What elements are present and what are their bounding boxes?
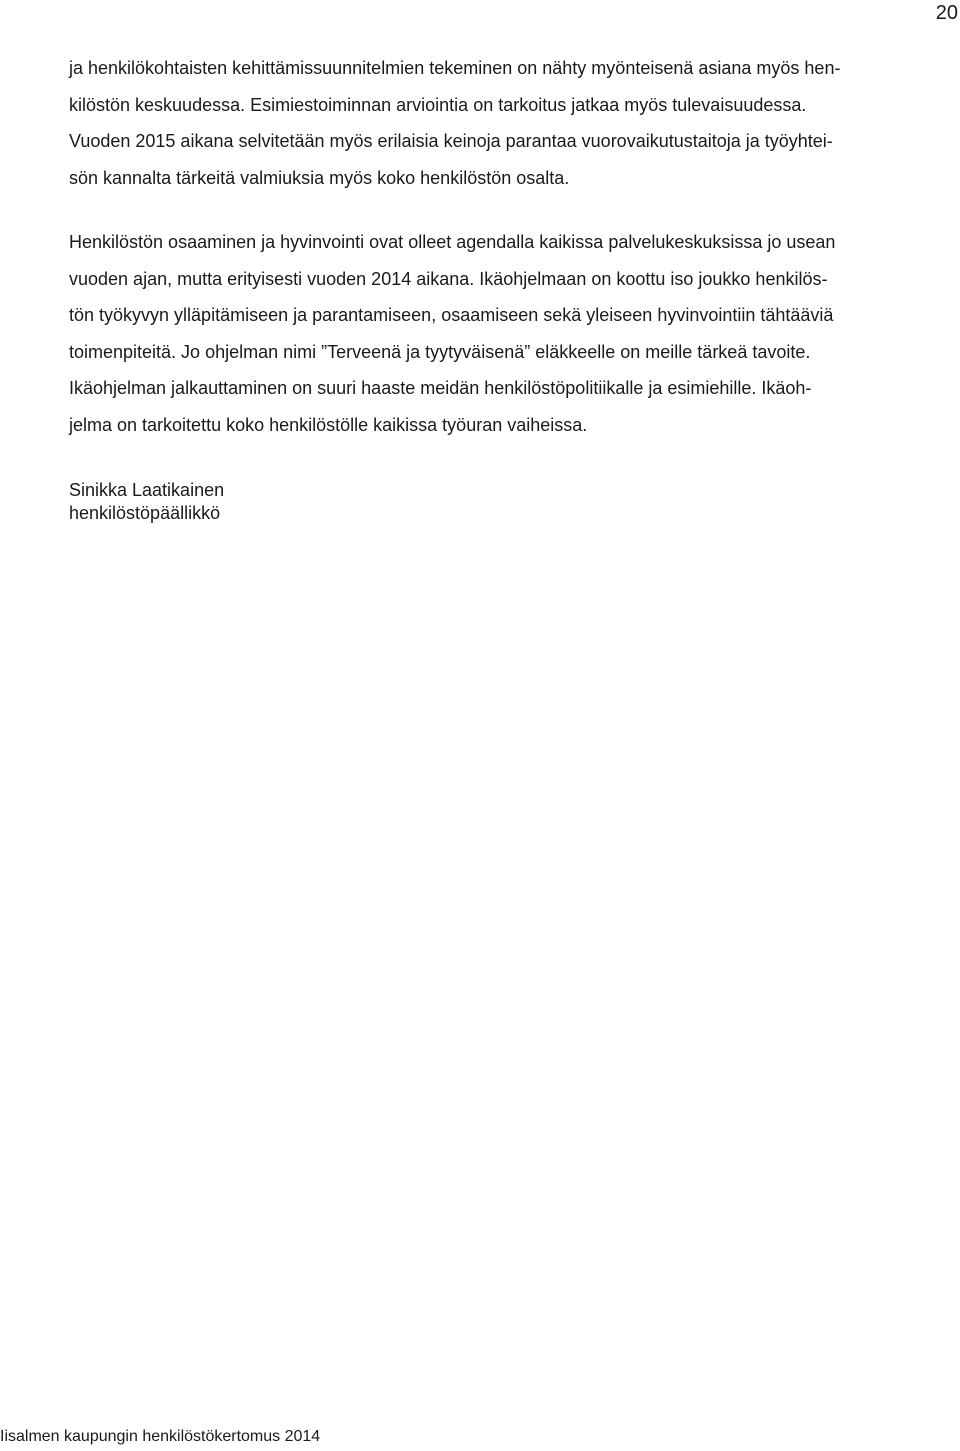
text-line: Vuoden 2015 aikana selvitetään myös erilaisia keinoja parantaa vuorovaikutustaitoja ja työyhtei-	[69, 131, 833, 151]
text-line: sön kannalta tärkeitä valmiuksia myös koko henkilöstön osalta.	[69, 167, 570, 188]
text-line: kilöstön keskuudessa. Esimiestoiminnan arviointia on tarkoitus jatkaa myös tulevaisuudessa.	[69, 94, 807, 115]
text-line: ja henkilökohtaisten kehittämissuunnitelmien tekeminen on nähty myönteisenä asiana myös hen-	[69, 58, 841, 78]
signature-name: Sinikka Laatikainen	[69, 480, 225, 500]
text-line: Henkilöstön osaaminen ja hyvinvointi ovat olleet agendalla kaikissa palvelukeskuksissa jo usean	[69, 232, 836, 252]
signature-block	[69, 479, 224, 525]
body-paragraph	[69, 50, 840, 196]
text-line: toimenpiteitä. Jo ohjelman nimi ”Terveenä ja tyytyväisenä” eläkkeelle on meille tärkeä tavoite.	[69, 341, 811, 362]
page-number: 20	[935, 2, 958, 24]
text-line: tön työkyvyn ylläpitämiseen ja parantamiseen, osaamiseen sekä yleiseen hyvinvointiin tähtääviä	[69, 305, 834, 326]
body-paragraph	[69, 224, 835, 444]
text-line: jelma on tarkoitettu koko henkilöstölle kaikissa työuran vaiheissa.	[69, 414, 588, 435]
page-footer: Iisalmen kaupungin henkilöstökertomus 2014	[0, 1428, 321, 1445]
signature-title: henkilöstöpäällikkö	[69, 503, 221, 523]
text-line: Ikäohjelman jalkauttaminen on suuri haaste meidän henkilöstöpolitiikalle ja esimiehille. Ikäoh-	[69, 378, 812, 399]
text-line: vuoden ajan, mutta erityisesti vuoden 2014 aikana. Ikäohjelmaan on koottu iso joukko henkilös-	[69, 268, 828, 289]
